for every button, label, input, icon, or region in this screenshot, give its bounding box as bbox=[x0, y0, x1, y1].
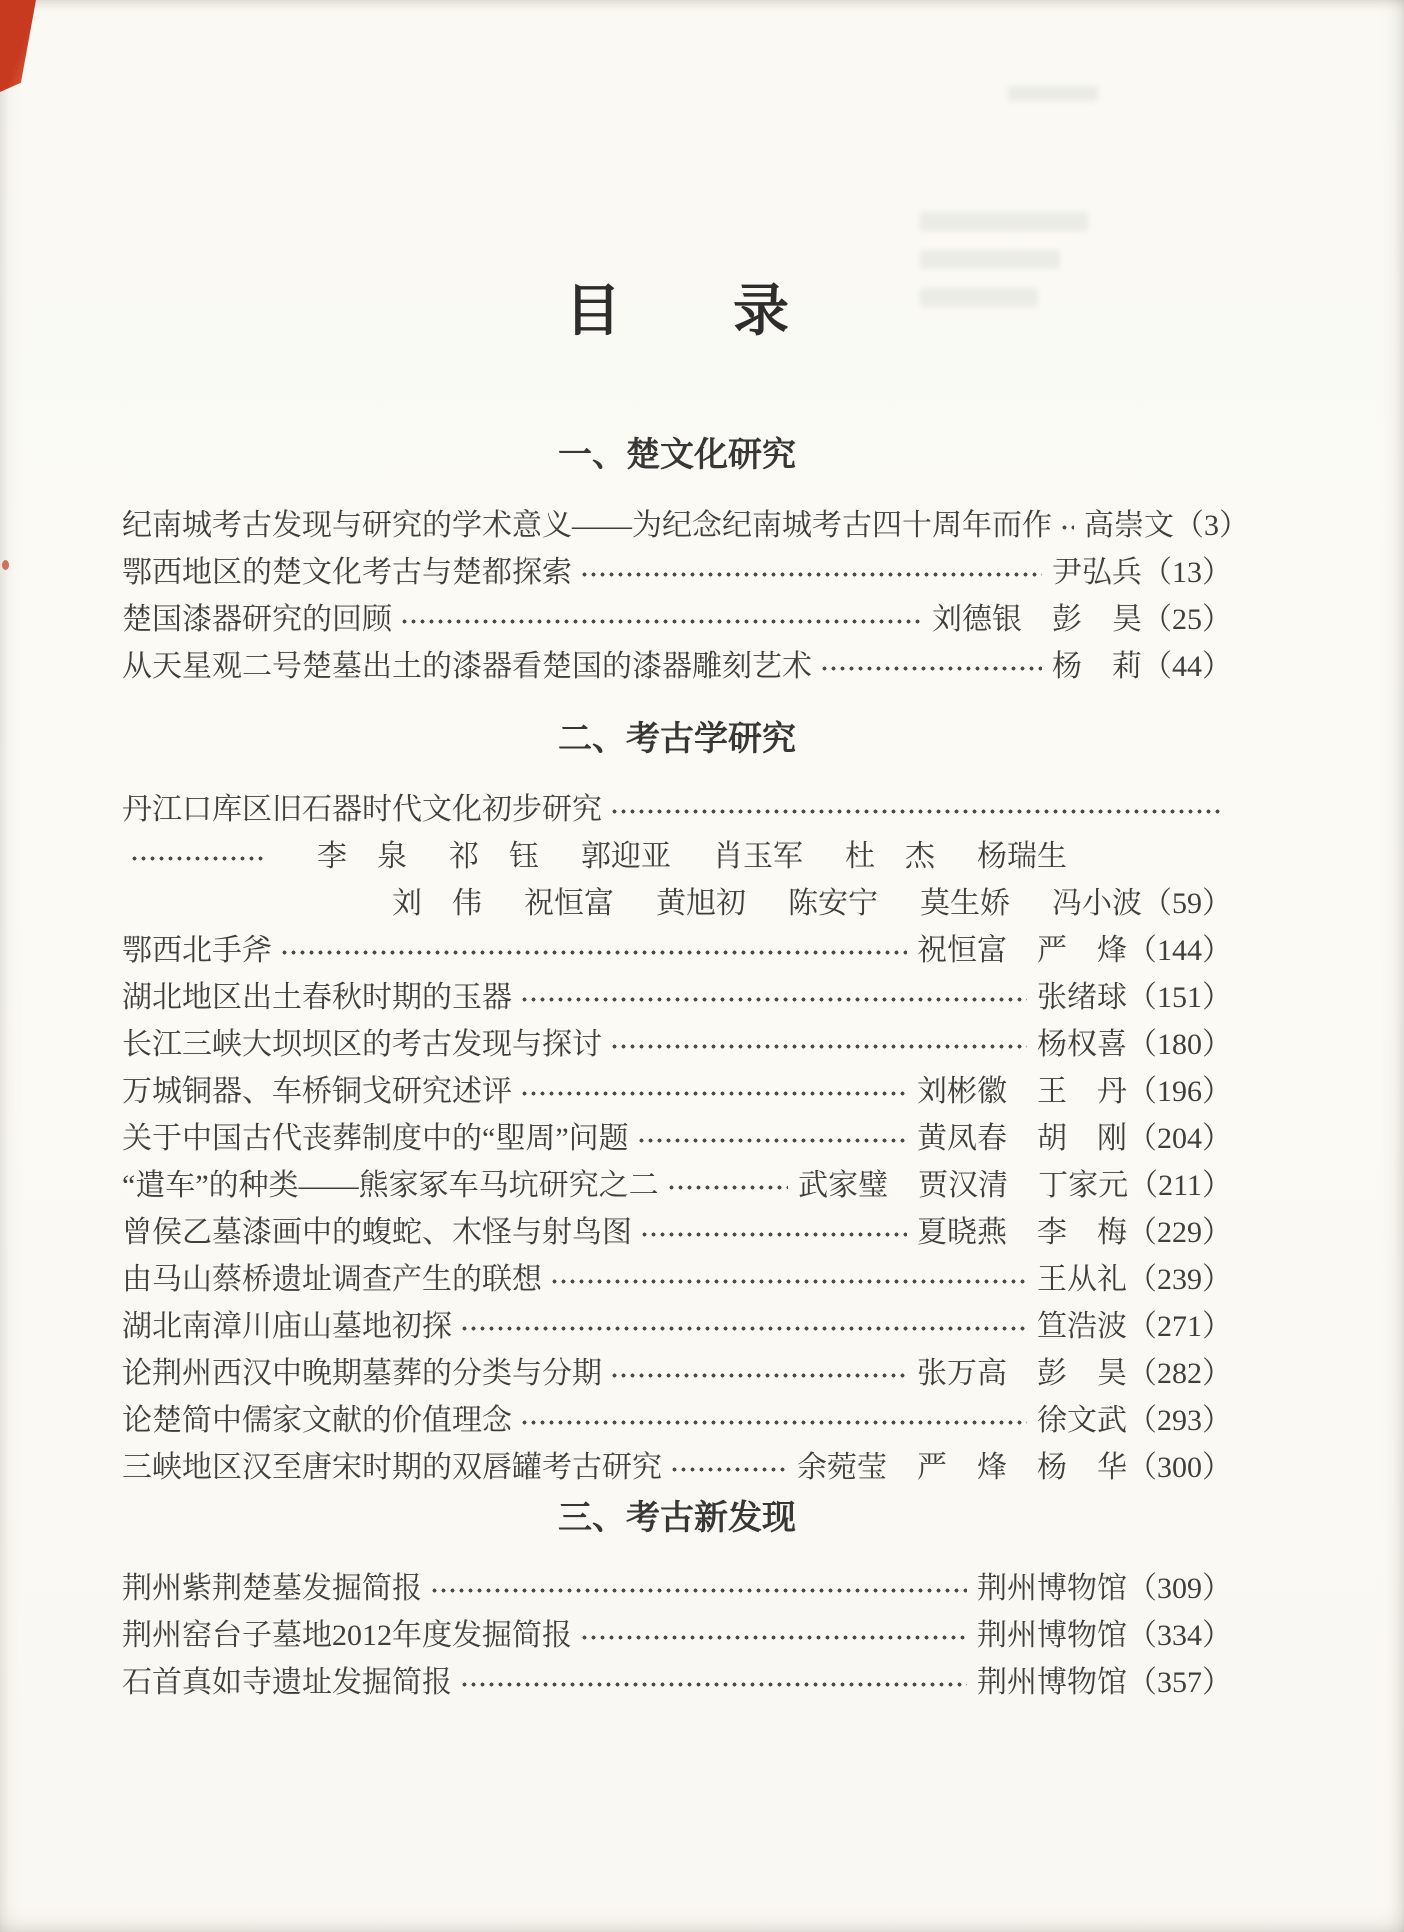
leader-dots bbox=[520, 974, 1027, 1021]
leader-dots bbox=[610, 786, 1222, 833]
entry-page: （300） bbox=[1127, 1451, 1232, 1484]
page-title-char: 目 bbox=[565, 281, 621, 343]
author-name: 杜 杰 bbox=[845, 840, 935, 873]
toc-list bbox=[122, 786, 1232, 1491]
entry-title: 关于中国古代丧葬制度中的“堲周”问题 bbox=[122, 1122, 629, 1155]
entry-authors: 张绪球 bbox=[1037, 981, 1127, 1014]
entry-authors: 王从礼 bbox=[1037, 1263, 1127, 1296]
entry-page: （13） bbox=[1142, 556, 1232, 589]
entry-title: 丹江口库区旧石器时代文化初步研究 bbox=[122, 793, 602, 826]
author-name: 刘 伟 bbox=[392, 887, 482, 920]
toc-entry bbox=[122, 1303, 1232, 1350]
entry-page: （229） bbox=[1127, 1216, 1232, 1249]
author-name: 李 泉 bbox=[317, 840, 407, 873]
leader-dots bbox=[1060, 502, 1074, 549]
entry-title: 湖北地区出土春秋时期的玉器 bbox=[122, 981, 512, 1014]
entry-authors: 杨 莉 bbox=[1052, 650, 1142, 683]
section-heading: 三、考古新发现 bbox=[558, 1499, 796, 1537]
leader-dots bbox=[550, 1256, 1027, 1303]
leader-dots bbox=[820, 643, 1042, 690]
book-cover-corner bbox=[0, 0, 36, 92]
toc-entry bbox=[122, 927, 1232, 974]
author-name: 肖玉军 bbox=[713, 840, 803, 873]
entry-authors: 笪浩波 bbox=[1037, 1310, 1127, 1343]
entry-title: 论荆州西汉中晚期墓葬的分类与分期 bbox=[122, 1357, 602, 1390]
entry-page: （309） bbox=[1127, 1572, 1232, 1605]
toc-entry bbox=[122, 549, 1232, 596]
toc-entry bbox=[122, 1397, 1232, 1444]
section-heading: 二、考古学研究 bbox=[558, 720, 796, 758]
entry-authors: 祝恒富 严 烽 bbox=[917, 934, 1127, 967]
page-title bbox=[122, 281, 1232, 343]
entry-title: 鄂西地区的楚文化考古与楚都探索 bbox=[122, 556, 572, 589]
toc-entry bbox=[122, 1209, 1232, 1256]
entry-authors: 刘彬徽 王 丹 bbox=[917, 1075, 1127, 1108]
leader-dots bbox=[520, 1397, 1027, 1444]
entry-authors: 武家璧 贾汉清 丁家元 bbox=[798, 1169, 1129, 1202]
entry-title: 长江三峡大坝坝区的考古发现与探讨 bbox=[122, 1028, 602, 1061]
entry-page: （151） bbox=[1127, 981, 1232, 1014]
entry-authors: 张万高 彭 昊 bbox=[917, 1357, 1127, 1390]
toc-entry bbox=[122, 1612, 1232, 1659]
toc-list bbox=[122, 502, 1249, 690]
entry-title: 论楚简中儒家文献的价值理念 bbox=[122, 1404, 512, 1437]
author-name: 黄旭初 bbox=[656, 887, 746, 920]
entry-authors: 徐文武 bbox=[1037, 1404, 1127, 1437]
toc-list bbox=[122, 1565, 1232, 1706]
toc-entry bbox=[122, 974, 1232, 1021]
toc-section bbox=[122, 436, 1249, 690]
leader-dots bbox=[520, 1068, 907, 1115]
toc-section bbox=[122, 1499, 1232, 1706]
entry-title: 鄂西北手斧 bbox=[122, 934, 272, 967]
entry-page: （59） bbox=[1142, 887, 1232, 920]
toc-entry bbox=[122, 1256, 1232, 1303]
leader-dots bbox=[580, 549, 1042, 596]
entry-title: “遣车”的种类——熊家冢车马坑研究之二 bbox=[122, 1169, 659, 1202]
leader-dots bbox=[580, 1612, 967, 1659]
leader-dots bbox=[670, 1444, 787, 1491]
entry-page: （239） bbox=[1127, 1263, 1232, 1296]
toc-entry bbox=[122, 1444, 1232, 1491]
entry-authors: 杨权喜 bbox=[1037, 1028, 1127, 1061]
toc-entry bbox=[122, 1565, 1232, 1612]
author-name: 祝恒富 bbox=[524, 887, 614, 920]
toc-entry bbox=[122, 1021, 1232, 1068]
entry-authors: 荆州博物馆 bbox=[977, 1666, 1127, 1699]
toc-entry bbox=[122, 1068, 1232, 1115]
entry-page: （44） bbox=[1142, 650, 1232, 683]
author-name: 莫生娇 bbox=[920, 887, 1010, 920]
leader-dots bbox=[610, 1350, 907, 1397]
entry-title: 三峡地区汉至唐宋时期的双唇罐考古研究 bbox=[122, 1451, 662, 1484]
leader-dots bbox=[280, 927, 907, 974]
entry-title: 万城铜器、车桥铜戈研究述评 bbox=[122, 1075, 512, 1108]
toc-entry bbox=[122, 643, 1232, 690]
entry-page: （144） bbox=[1127, 934, 1232, 967]
entry-page: （196） bbox=[1127, 1075, 1232, 1108]
toc-entry bbox=[122, 1162, 1232, 1209]
entry-authors: 黄凤春 胡 刚 bbox=[917, 1122, 1127, 1155]
toc-section bbox=[122, 720, 1232, 1491]
entry-authors: 荆州博物馆 bbox=[977, 1619, 1127, 1652]
leader-dots bbox=[637, 1115, 907, 1162]
entry-title: 从天星观二号楚墓出土的漆器看楚国的漆器雕刻艺术 bbox=[122, 650, 812, 683]
entry-title: 由马山蔡桥遗址调查产生的联想 bbox=[122, 1263, 542, 1296]
toc-entry bbox=[122, 1350, 1232, 1397]
leader-dots bbox=[460, 1659, 967, 1706]
section-heading: 一、楚文化研究 bbox=[558, 436, 796, 474]
leader-dots bbox=[640, 1209, 907, 1256]
author-name: 祁 钰 bbox=[449, 840, 539, 873]
toc-entry bbox=[122, 596, 1232, 643]
toc-entry bbox=[122, 1115, 1232, 1162]
author-name: 冯小波 bbox=[1052, 887, 1142, 920]
entry-authors: 夏晓燕 李 梅 bbox=[917, 1216, 1127, 1249]
author-name-with-page bbox=[1052, 880, 1232, 927]
entry-title: 湖北南漳川庙山墓地初探 bbox=[122, 1310, 452, 1343]
entry-title: 楚国漆器研究的回顾 bbox=[122, 603, 392, 636]
leader-dots bbox=[460, 1303, 1027, 1350]
toc-entry bbox=[122, 1659, 1232, 1706]
entry-authors: 荆州博物馆 bbox=[977, 1572, 1127, 1605]
entry-authors: 尹弘兵 bbox=[1052, 556, 1142, 589]
entry-page: （211） bbox=[1128, 1169, 1232, 1202]
toc-entry bbox=[122, 502, 1249, 549]
entry-title: 曾侯乙墓漆画中的蝮蛇、木怪与射鸟图 bbox=[122, 1216, 632, 1249]
entry-authors: 高崇文 bbox=[1084, 509, 1174, 542]
toc-entry bbox=[122, 786, 1232, 833]
author-name: 杨瑞生 bbox=[977, 840, 1067, 873]
entry-title: 纪南城考古发现与研究的学术意义——为纪念纪南城考古四十周年而作 bbox=[122, 509, 1052, 542]
entry-page: （3） bbox=[1174, 509, 1249, 542]
author-name: 陈安宁 bbox=[788, 887, 878, 920]
entry-title: 荆州窑台子墓地2012年度发掘简报 bbox=[122, 1619, 572, 1652]
entry-page: （204） bbox=[1127, 1122, 1232, 1155]
entry-page: （25） bbox=[1142, 603, 1232, 636]
leader-dots bbox=[400, 596, 922, 643]
scan-speck bbox=[2, 560, 9, 570]
author-name: 郭迎亚 bbox=[581, 840, 671, 873]
entry-page: （293） bbox=[1127, 1404, 1232, 1437]
entry-page: （334） bbox=[1127, 1619, 1232, 1652]
toc-content bbox=[122, 0, 1249, 1706]
entry-title: 石首真如寺遗址发掘简报 bbox=[122, 1666, 452, 1699]
leader-dots bbox=[667, 1162, 788, 1209]
toc-entry-authors-row bbox=[122, 833, 1232, 880]
entry-title: 荆州紫荆楚墓发掘简报 bbox=[122, 1572, 422, 1605]
page-title-char: 录 bbox=[733, 281, 789, 343]
entry-page: （271） bbox=[1127, 1310, 1232, 1343]
entry-authors: 余菀莹 严 烽 杨 华 bbox=[797, 1451, 1127, 1484]
leader-dots bbox=[430, 1565, 967, 1612]
leader-dots bbox=[130, 833, 265, 880]
leader-dots bbox=[610, 1021, 1027, 1068]
toc-entry-authors-row bbox=[122, 880, 1232, 927]
entry-page: （357） bbox=[1127, 1666, 1232, 1699]
entry-authors: 刘德银 彭 昊 bbox=[932, 603, 1142, 636]
entry-page: （282） bbox=[1127, 1357, 1232, 1390]
entry-page: （180） bbox=[1127, 1028, 1232, 1061]
